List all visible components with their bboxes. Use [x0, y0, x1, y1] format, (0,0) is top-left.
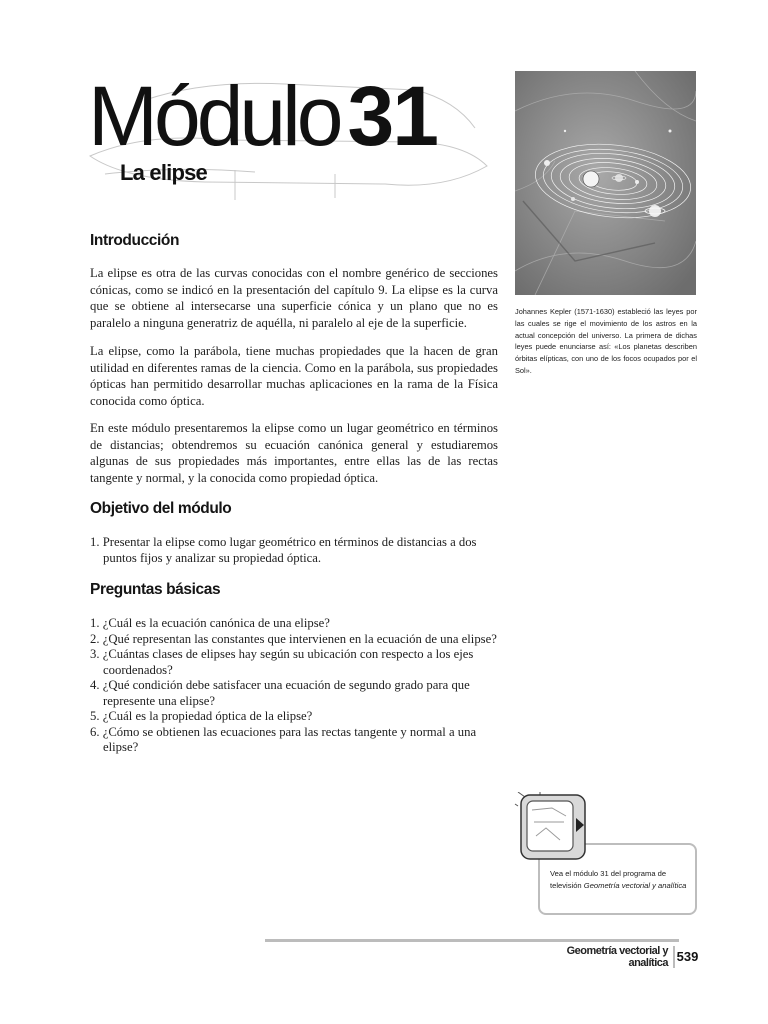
question-item: 2. ¿Qué representan las constantes que intervienen en la ecuación de una elipse? — [90, 631, 497, 646]
question-item: 1. ¿Cuál es la ecuación canónica de una elipse? — [90, 616, 330, 630]
questions-heading: Preguntas básicas — [90, 581, 221, 598]
introduction-heading: Introducción — [90, 232, 180, 249]
question-item: 4. ¿Qué condición debe satisfacer una ecuación de segundo grado para que represente una elipse? — [90, 678, 470, 708]
intro-paragraph-2: La elipse, como la parábola, tiene muchas propiedades que la hacen de gran utilidad en diferentes ramas de la ciencia. Como en la parábola, sus propiedades ópticas han permitido desarrollar muchas aplicaciones en la rama de la Física conocida como óptica. — [90, 344, 498, 408]
footer-rule — [265, 939, 679, 942]
tv-note-program-title: Geometría vectorial y analítica — [583, 881, 687, 891]
tv-program-note-text — [550, 868, 690, 893]
television-icon — [512, 792, 592, 864]
module-title-word: Módulo — [88, 69, 340, 163]
objective-item: 1. Presentar la elipse como lugar geométrico en términos de distancias a dos puntos fijos y analizar su propiedad óptica. — [90, 535, 477, 565]
module-subtitle: La elipse — [120, 160, 207, 185]
objective-heading: Objetivo del módulo — [90, 500, 232, 517]
kepler-caption: Johannes Kepler (1571-1630) estableció las leyes por las cuales se rige el movimiento de los astros en la actual concepción del universo. La primera de dichas leyes puede enunciarse así: «Los planetas describen órbitas elípticas, con uno de los focos ocupados por el Sol». — [515, 307, 697, 375]
intro-paragraph-3: En este módulo presentaremos la elipse como un lugar geométrico en términos de distancias; obtendremos su ecuación canónica general y estudiaremos algunas de sus propiedades más importantes, entre ellas las de las rectas tangente y normal, y la conocida como propiedad óptica. — [90, 421, 498, 485]
question-item: 3. ¿Cuántas clases de elipses hay según su ubicación con respecto a los ejes coordenados? — [90, 647, 474, 677]
objective-list — [90, 535, 502, 566]
question-item: 5. ¿Cuál es la propiedad óptica de la elipse? — [90, 709, 313, 723]
kepler-solar-system-illustration — [515, 71, 696, 295]
tv-note-prefix: Vea el módulo 31 del programa de televisión — [550, 869, 667, 891]
footer-book-title: Geometría vectorial y analítica — [566, 945, 668, 969]
questions-list — [90, 616, 502, 756]
module-title — [88, 70, 437, 162]
intro-paragraph-1: La elipse es otra de las curvas conocidas con el nombre genérico de secciones cónicas, como se indicó en la presentación del capítulo 9. La elipse es la curva que se obtiene al intersecarse una superficie cónica y un plano que no es paralelo a ninguna generatriz de aquélla, ni paralelo al eje de la superficie. — [90, 266, 498, 330]
page-number: 539 — [673, 946, 700, 968]
question-item: 6. ¿Cómo se obtienen las ecuaciones para las rectas tangente y normal a una elipse? — [90, 724, 477, 754]
module-number: 31 — [347, 69, 437, 163]
